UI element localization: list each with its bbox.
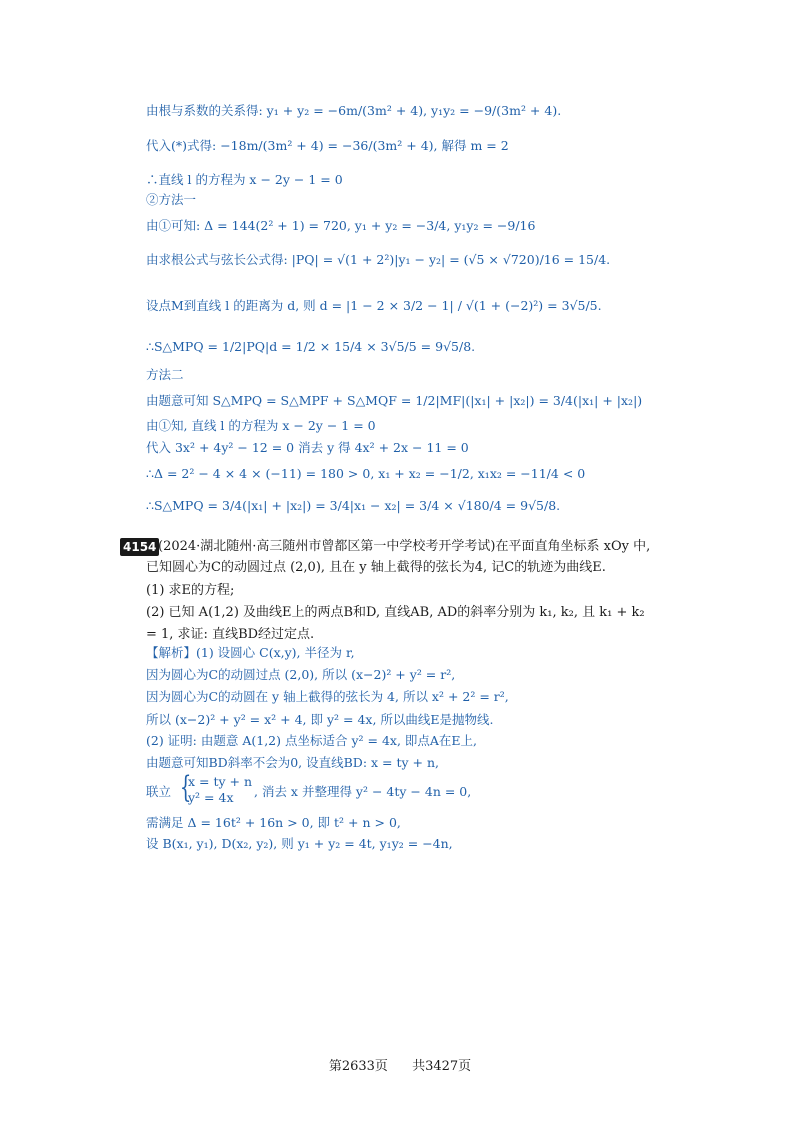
analysis-line: (2) 证明: 由题意 A(1,2) 点坐标适合 y² = 4x, 即点A在E上, <box>146 733 478 748</box>
analysis-line: 需满足 Δ = 16t² + 16n > 0, 即 t² + n > 0, <box>146 815 401 830</box>
solution-line: 由①知, 直线 l 的方程为 x − 2y − 1 = 0 <box>146 418 376 433</box>
left-brace-icon: { <box>179 770 192 805</box>
problem-question: (2) 已知 A(1,2) 及曲线E上的两点B和D, 直线AB, AD的斜率分别为 k₁, k₂, 且 k₁ + k₂ <box>146 605 645 620</box>
solution-line: ∴Δ = 2² − 4 × 4 × (−11) = 180 > 0, x₁ + x₂ = −1/2, x₁x₂ = −11/4 < 0 <box>146 466 586 481</box>
solution-line: ∴直线 l 的方程为 x − 2y − 1 = 0 <box>146 172 343 187</box>
page-footer <box>0 1055 800 1074</box>
analysis-line: 所以 (x−2)² + y² = x² + 4, 即 y² = 4x, 所以曲线E是抛物线. <box>146 712 494 727</box>
system-equation-1: x = ty + n <box>188 774 253 789</box>
solution-line: 由①可知: Δ = 144(2² + 1) = 720, y₁ + y₂ = −3/4, y₁y₂ = −9/16 <box>146 218 536 233</box>
solution-line: 由根与系数的关系得: y₁ + y₂ = −6m/(3m² + 4), y₁y₂ = −9/(3m² + 4). <box>146 103 562 118</box>
solution-line: 由题意可知 S△MPQ = S△MPF + S△MQF = 1/2|MF|(|x₁| + |x₂|) = 3/4(|x₁| + |x₂|) <box>146 393 643 408</box>
solution-line: ②方法一 <box>146 192 197 207</box>
analysis-line: 由题意可知BD斜率不会为0, 设直线BD: x = ty + n, <box>146 755 439 770</box>
system-result: , 消去 x 并整理得 y² − 4ty − 4n = 0, <box>254 784 472 799</box>
solution-line: 代入 3x² + 4y² − 12 = 0 消去 y 得 4x² + 2x − 11 = 0 <box>146 440 469 455</box>
page-total: 共3427页 <box>412 1059 472 1074</box>
solution-line: 方法二 <box>146 367 184 382</box>
solution-line: 由求根公式与弦长公式得: |PQ| = √(1 + 2²)|y₁ − y₂| = (√5 × √720)/16 = 15/4. <box>146 252 611 267</box>
solution-line: ∴S△MPQ = 3/4(|x₁| + |x₂|) = 3/4|x₁ − x₂| = 3/4 × √180/4 = 9√5/8. <box>146 498 561 513</box>
analysis-line: 因为圆心为C的动圆在 y 轴上截得的弦长为 4, 所以 x² + 2² = r², <box>146 689 509 704</box>
system-label: 联立 <box>146 784 172 799</box>
problem-number-badge: 4154 <box>120 538 159 556</box>
system-equation-2: y² = 4x <box>188 790 234 805</box>
page-number: 第2633页 <box>328 1059 388 1074</box>
problem-stem: (2024·湖北随州·高三随州市曾都区第一中学校考开学考试)在平面直角坐标系 xOy 中, <box>158 539 651 554</box>
problem-question: (1) 求E的方程; <box>146 583 235 598</box>
analysis-header: 【解析】(1) 设圆心 C(x,y), 半径为 r, <box>146 645 355 660</box>
solution-line: 设点M到直线 l 的距离为 d, 则 d = |1 − 2 × 3/2 − 1| / √(1 + (−2)²) = 3√5/5. <box>146 298 602 313</box>
problem-stem: 已知圆心为C的动圆过点 (2,0), 且在 y 轴上截得的弦长为4, 记C的轨迹为曲线E. <box>146 560 606 575</box>
solution-line: ∴S△MPQ = 1/2|PQ|d = 1/2 × 15/4 × 3√5/5 = 9√5/8. <box>146 339 476 354</box>
problem-question: = 1, 求证: 直线BD经过定点. <box>146 627 315 642</box>
analysis-line: 设 B(x₁, y₁), D(x₂, y₂), 则 y₁ + y₂ = 4t, y₁y₂ = −4n, <box>146 836 453 851</box>
solution-line: 代入(*)式得: −18m/(3m² + 4) = −36/(3m² + 4), 解得 m = 2 <box>146 138 509 153</box>
analysis-line: 因为圆心为C的动圆过点 (2,0), 所以 (x−2)² + y² = r², <box>146 667 456 682</box>
